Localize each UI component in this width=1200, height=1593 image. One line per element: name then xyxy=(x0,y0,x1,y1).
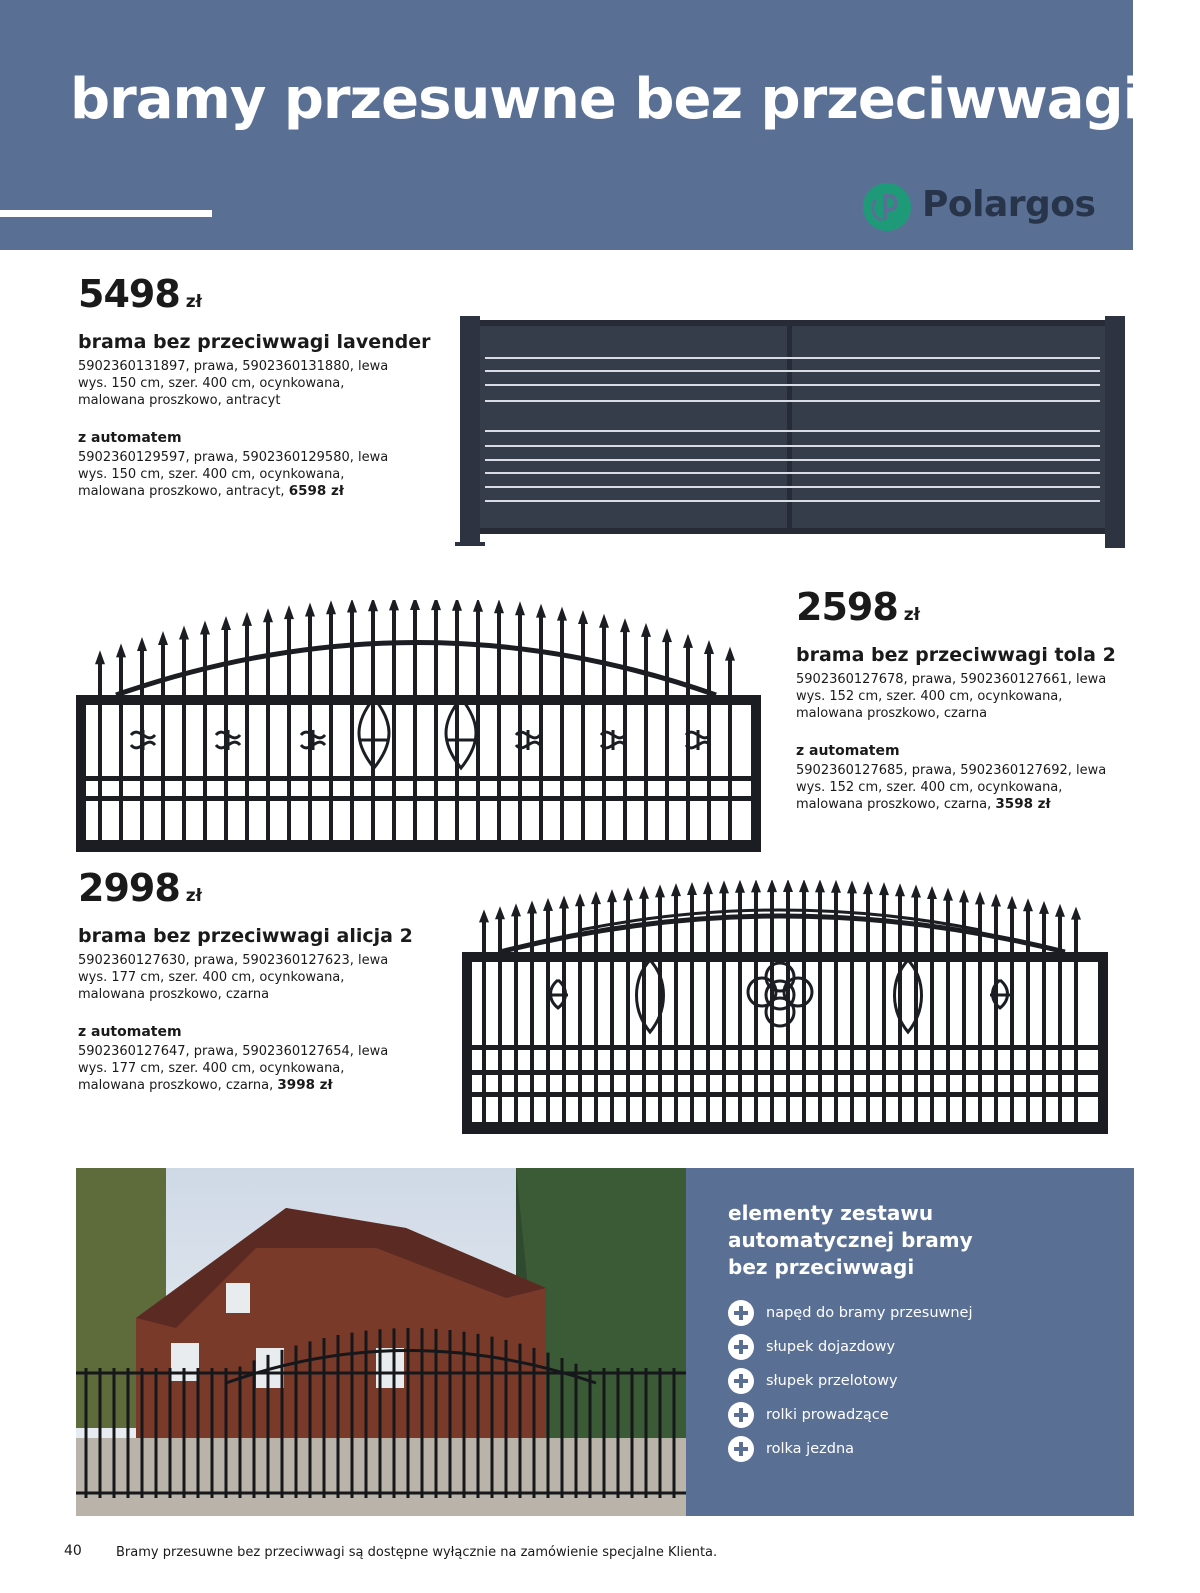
page-header xyxy=(0,0,1141,250)
house-gate-photo xyxy=(76,1168,686,1516)
plus-icon xyxy=(728,1368,754,1394)
auto-spec: 5902360127647, prawa, 5902360127654, lewa wys. 177 cm, szer. 400 cm, ocynkowana, malowana proszkowo, czarna, 3998 zł xyxy=(78,1044,389,1093)
auto-heading: z automatem xyxy=(78,1024,182,1040)
page-number: 40 xyxy=(64,1543,82,1559)
auto-price: 3598 zł xyxy=(995,796,1051,812)
brand-name: Polargos xyxy=(922,184,1096,225)
product-spec: 5902360131897, prawa, 5902360131880, lewa wys. 150 cm, szer. 400 cm, ocynkowana, malowana proszkowo, antracyt xyxy=(78,359,389,408)
house-photo-icon xyxy=(76,1168,686,1516)
product-tola-2 xyxy=(796,585,1176,813)
auto-price: 3998 zł xyxy=(277,1077,333,1093)
product-name: brama bez przeciwwagi alicja 2 xyxy=(78,925,413,947)
auto-heading: z automatem xyxy=(796,743,900,759)
header-rule xyxy=(0,210,212,217)
product-price: 2598 zł xyxy=(796,585,920,629)
product-name: brama bez przeciwwagi lavender xyxy=(78,331,431,353)
product-price: 2998 zł xyxy=(78,866,202,910)
polargos-logo-icon xyxy=(862,182,912,232)
plus-icon xyxy=(728,1402,754,1428)
kit-elements-list xyxy=(728,1296,973,1466)
panel-title: elementy zestawu automatycznej bramy bez przeciwwagi xyxy=(728,1201,973,1279)
list-item: rolka jezdna xyxy=(728,1432,973,1466)
product-alicja-2 xyxy=(78,866,458,1094)
plus-icon xyxy=(728,1300,754,1326)
auto-spec: 5902360129597, prawa, 5902360129580, lewa wys. 150 cm, szer. 400 cm, ocynkowana, malowana proszkowo, antracyt, 6598 zł xyxy=(78,450,389,499)
product-name: brama bez przeciwwagi tola 2 xyxy=(796,644,1116,666)
product-spec: 5902360127630, prawa, 5902360127623, lewa wys. 177 cm, szer. 400 cm, ocynkowana, malowana proszkowo, czarna xyxy=(78,953,389,1002)
gate-lavender-image xyxy=(455,312,1138,557)
product-lavender xyxy=(78,272,458,500)
brand-logo xyxy=(862,180,1112,236)
auto-spec: 5902360127685, prawa, 5902360127692, lewa wys. 152 cm, szer. 400 cm, ocynkowana, malowana proszkowo, czarna, 3598 zł xyxy=(796,763,1107,812)
page-title: bramy przesuwne bez przeciwwagi xyxy=(70,67,1141,132)
product-price: 5498 zł xyxy=(78,272,202,316)
auto-price: 6598 zł xyxy=(288,483,344,499)
plus-icon xyxy=(728,1436,754,1462)
kit-elements-panel xyxy=(686,1168,1134,1516)
list-item: słupek przelotowy xyxy=(728,1364,973,1398)
gate-tola-2-image xyxy=(76,600,766,855)
product-spec: 5902360127678, prawa, 5902360127661, lewa wys. 152 cm, szer. 400 cm, ocynkowana, malowana proszkowo, czarna xyxy=(796,672,1107,721)
list-item: rolki prowadzące xyxy=(728,1398,973,1432)
footnote: Bramy przesuwne bez przeciwwagi są dostępne wyłącznie na zamówienie specjalne Klienta. xyxy=(116,1545,718,1560)
gate-alicja-2-image xyxy=(460,880,1110,1138)
auto-heading: z automatem xyxy=(78,430,182,446)
plus-icon xyxy=(728,1334,754,1360)
list-item: słupek dojazdowy xyxy=(728,1330,973,1364)
list-item: napęd do bramy przesuwnej xyxy=(728,1296,973,1330)
